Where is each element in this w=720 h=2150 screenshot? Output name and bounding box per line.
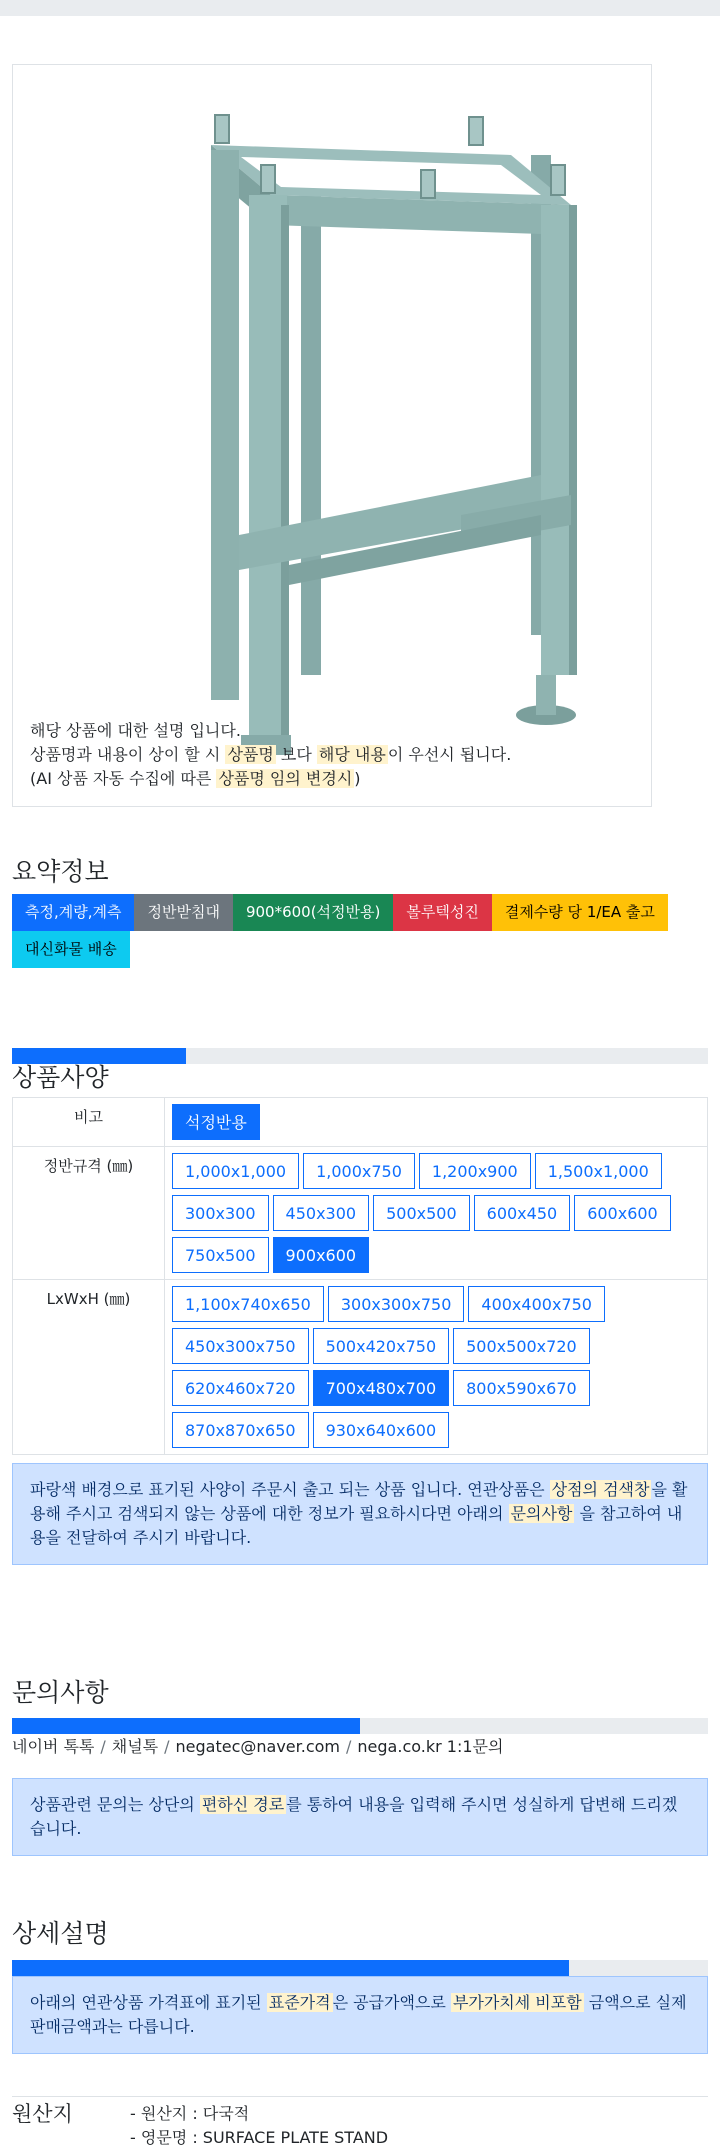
spec-option[interactable]: 1,000x750	[303, 1153, 415, 1189]
spec-option[interactable]: 450x300	[273, 1195, 370, 1231]
spec-progress-bar	[12, 1048, 708, 1064]
origin-label: 원산지	[12, 2102, 73, 2126]
spec-option-selected[interactable]: 석정반용	[172, 1104, 260, 1140]
detail-progress-fill	[12, 1960, 569, 1976]
detail-progress-bar	[12, 1960, 708, 1976]
origin-divider	[12, 2096, 708, 2097]
highlight-name-change: 상품명 임의 변경시	[218, 769, 353, 788]
summary-badges	[12, 894, 708, 968]
highlight-inquiry: 문의사항	[510, 1504, 573, 1523]
spec-option[interactable]: 1,100x740x650	[172, 1286, 324, 1322]
spec-option[interactable]: 620x460x720	[172, 1370, 309, 1406]
contact-separator: /	[346, 1737, 352, 1756]
highlight-content: 해당 내용	[318, 745, 386, 764]
desc-line-3: (AI 상품 자동 수집에 따른 상품명 임의 변경시 )	[30, 769, 361, 788]
spec-label: LxWxH (㎜)	[13, 1280, 165, 1455]
highlight-product-name: 상품명	[227, 745, 274, 764]
contact-separator: /	[100, 1737, 106, 1756]
summary-title: 요약정보	[12, 857, 109, 886]
contact-link[interactable]: 네이버 톡톡	[12, 1737, 95, 1756]
spec-option[interactable]: 1,500x1,000	[535, 1153, 662, 1189]
spec-row-dimensions	[13, 1280, 708, 1455]
spec-option[interactable]: 1,200x900	[419, 1153, 531, 1189]
spec-option[interactable]: 500x500	[373, 1195, 470, 1231]
summary-badge: 결제수량 당 1/EA 출고	[492, 894, 668, 931]
contact-channels	[12, 1736, 503, 1758]
contact-link[interactable]: nega.co.kr 1:1문의	[357, 1737, 504, 1756]
spec-info-alert: 파랑색 배경으로 표기된 사양이 주문시 출고 되는 상품 입니다. 연관상품은 상점의 검색창 을 활용해 주시고 검색되지 않는 상품에 대한 정보가 필요하시다면 아래의 문의사항 을 참고하여 내용을 전달하여 주시기 바랍니다.	[12, 1463, 708, 1565]
inquiry-progress-fill	[12, 1718, 360, 1734]
origin-list	[130, 2102, 388, 2150]
spec-option[interactable]: 600x600	[574, 1195, 671, 1231]
spec-row-note	[13, 1098, 708, 1147]
highlight-search: 상점의 검색창	[551, 1480, 650, 1499]
spec-option[interactable]: 800x590x670	[453, 1370, 590, 1406]
spec-option[interactable]: 300x300x750	[328, 1286, 465, 1322]
product-image	[131, 95, 611, 755]
highlight-standard-price: 표준가격	[268, 1993, 331, 2012]
spec-title: 상품사양	[12, 1063, 109, 1092]
spec-option[interactable]: 930x640x600	[313, 1412, 450, 1448]
contact-link[interactable]: negatec@naver.com	[175, 1737, 341, 1756]
product-card	[12, 64, 652, 807]
spec-option[interactable]: 750x500	[172, 1237, 269, 1273]
inquiry-title: 문의사항	[12, 1678, 109, 1707]
spec-option[interactable]: 300x300	[172, 1195, 269, 1231]
spec-label: 비고	[13, 1098, 165, 1147]
desc-line-2: 상품명과 내용이 상이 할 시 상품명 보다 해당 내용 이 우선시 됩니다.	[30, 745, 512, 764]
spec-option[interactable]: 870x870x650	[172, 1412, 309, 1448]
contact-link[interactable]: 채널톡	[111, 1737, 159, 1756]
spec-options	[165, 1147, 708, 1280]
highlight-vat: 부가가치세 비포함	[452, 1993, 582, 2012]
summary-badge: 측정,계량,계측	[12, 894, 134, 931]
spec-option[interactable]: 1,000x1,000	[172, 1153, 299, 1189]
origin-item: - 영문명 : SURFACE PLATE STAND	[130, 2128, 389, 2147]
spec-options	[165, 1280, 708, 1455]
summary-badge: 정반받침대	[134, 894, 232, 931]
product-description	[30, 719, 511, 791]
spec-option-selected[interactable]: 900x600	[273, 1237, 370, 1273]
summary-badge: 900*600(석정반용)	[233, 894, 393, 931]
spec-option[interactable]: 600x450	[474, 1195, 571, 1231]
spec-option[interactable]: 500x500x720	[453, 1328, 590, 1364]
spec-label: 정반규격 (㎜)	[13, 1147, 165, 1280]
spec-row-plate-size	[13, 1147, 708, 1280]
origin-item: - 원산지 : 다국적	[130, 2104, 250, 2123]
summary-badge: 대신화물 배송	[12, 931, 130, 968]
spec-option[interactable]: 450x300x750	[172, 1328, 309, 1364]
spec-options	[165, 1098, 708, 1147]
contact-separator: /	[164, 1737, 170, 1756]
inquiry-progress-bar	[12, 1718, 708, 1734]
spec-table	[12, 1097, 708, 1455]
spec-option-selected[interactable]: 700x480x700	[313, 1370, 450, 1406]
detail-title: 상세설명	[12, 1919, 109, 1948]
summary-badge: 볼루텍성진	[393, 894, 491, 931]
desc-line-1: 해당 상품에 대한 설명 입니다.	[30, 721, 241, 740]
spec-option[interactable]: 400x400x750	[468, 1286, 605, 1322]
inquiry-info-alert: 상품관련 문의는 상단의 편하신 경로 를 통하여 내용을 입력해 주시면 성실하게 답변해 드리겠습니다.	[12, 1778, 708, 1856]
top-bar	[0, 0, 720, 16]
detail-info-alert: 아래의 연관상품 가격표에 표기된 표준가격 은 공급가액으로 부가가치세 비포함 금액으로 실제 판매금액과는 다릅니다.	[12, 1976, 708, 2054]
highlight-route: 편하신 경로	[201, 1795, 285, 1814]
spec-option[interactable]: 500x420x750	[313, 1328, 450, 1364]
